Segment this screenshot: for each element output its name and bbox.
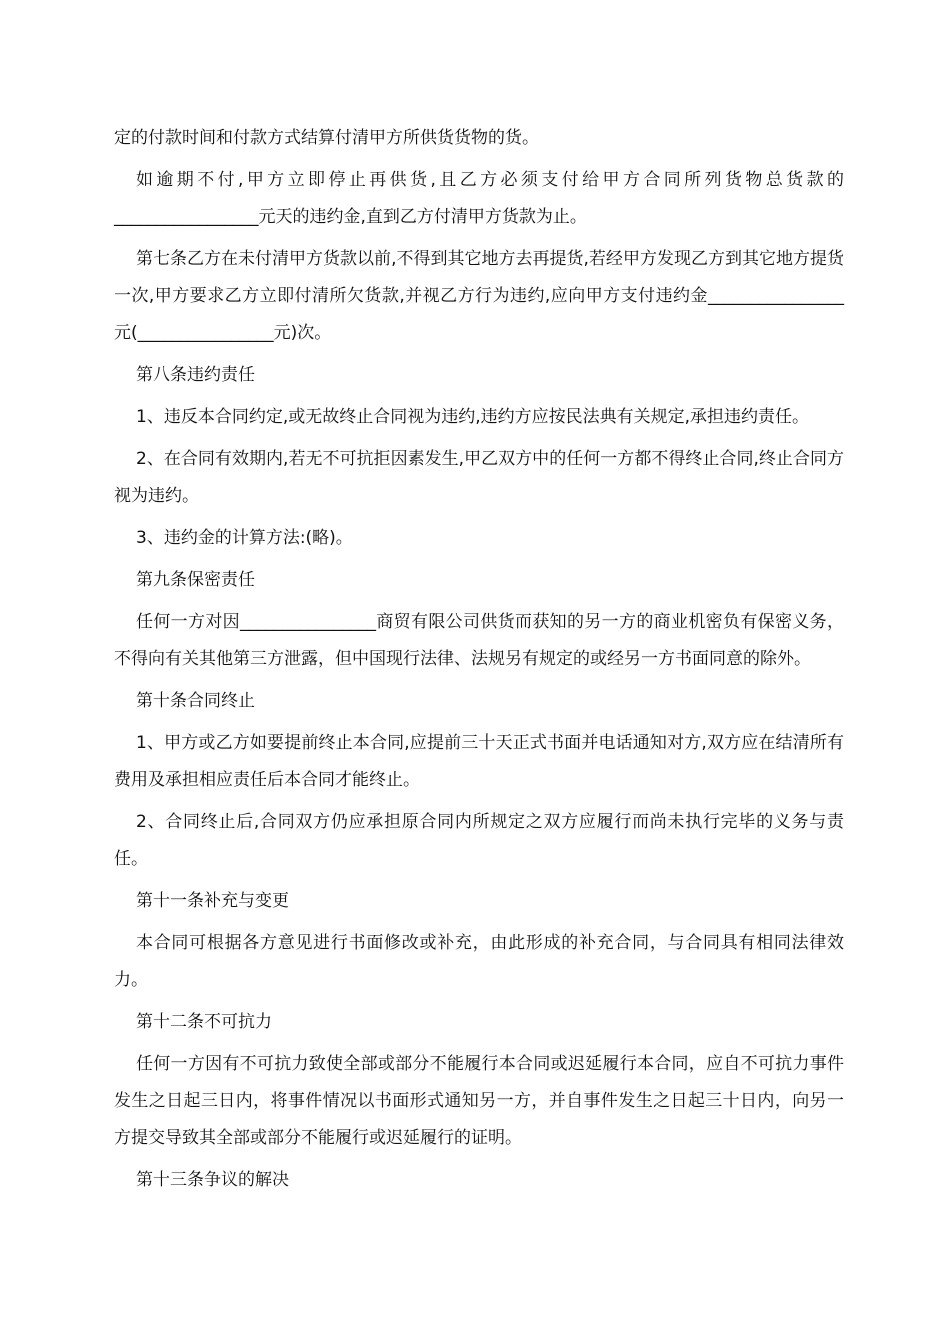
document-page — [114, 120, 844, 1204]
paragraph-article-8-item-2: 2、在合同有效期内,若无不可抗拒因素发生,甲乙双方中的任何一方都不得终止合同,终止合同方视为违约。 — [114, 449, 844, 506]
paragraph-article-11: 本合同可根据各方意见进行书面修改或补充，由此形成的补充合同，与合同具有相同法律效力。 — [114, 933, 844, 990]
paragraph-article-9: 任何一方对因________________商贸有限公司供货而获知的另一方的商业机密负有保密义务，不得向有关其他第三方泄露，但中国现行法律、法规另有规定的或经另一方书面同意的除外。 — [114, 612, 844, 669]
heading-article-8: 第八条违约责任 — [136, 365, 255, 385]
paragraph-article-12: 任何一方因有不可抗力致使全部或部分不能履行本合同或迟延履行本合同，应自不可抗力事件发生之日起三日内，将事件情况以书面形式通知另一方，并自事件发生之日起三十日内，向另一方提交导致其全部或部分不能履行或迟延履行的证明。 — [114, 1054, 844, 1148]
heading-article-11: 第十一条补充与变更 — [136, 891, 289, 911]
heading-article-13: 第十三条争议的解决 — [136, 1170, 289, 1190]
heading-article-10: 第十条合同终止 — [136, 691, 255, 711]
paragraph-overdue-penalty: 如逾期不付,甲方立即停止再供货,且乙方必须支付给甲方合同所列货物总货款的_________________元天的违约金,直到乙方付清甲方货款为止。 — [114, 170, 844, 227]
paragraph-article-7: 第七条乙方在未付清甲方货款以前,不得到其它地方去再提货,若经甲方发现乙方到其它地方提货一次,甲方要求乙方立即付清所欠货款,并视乙方行为违约,应向甲方支付违约金________________元(________________元)次。 — [114, 249, 844, 343]
paragraph-article-8-item-3: 3、违约金的计算方法:(略)。 — [136, 528, 353, 548]
heading-article-9: 第九条保密责任 — [136, 570, 255, 590]
paragraph-article-8-item-1: 1、违反本合同约定,或无故终止合同视为违约,违约方应按民法典有关规定,承担违约责任。 — [136, 407, 810, 427]
paragraph-article-10-item-2: 2、合同终止后,合同双方仍应承担原合同内所规定之双方应履行而尚未执行完毕的义务与责任。 — [114, 812, 844, 869]
paragraph-article-10-item-1: 1、甲方或乙方如要提前终止本合同,应提前三十天正式书面并电话通知对方,双方应在结清所有费用及承担相应责任后本合同才能终止。 — [114, 733, 844, 790]
paragraph-payment-terms-end: 定的付款时间和付款方式结算付清甲方所供货货物的货。 — [114, 128, 539, 148]
heading-article-12: 第十二条不可抗力 — [136, 1012, 272, 1032]
